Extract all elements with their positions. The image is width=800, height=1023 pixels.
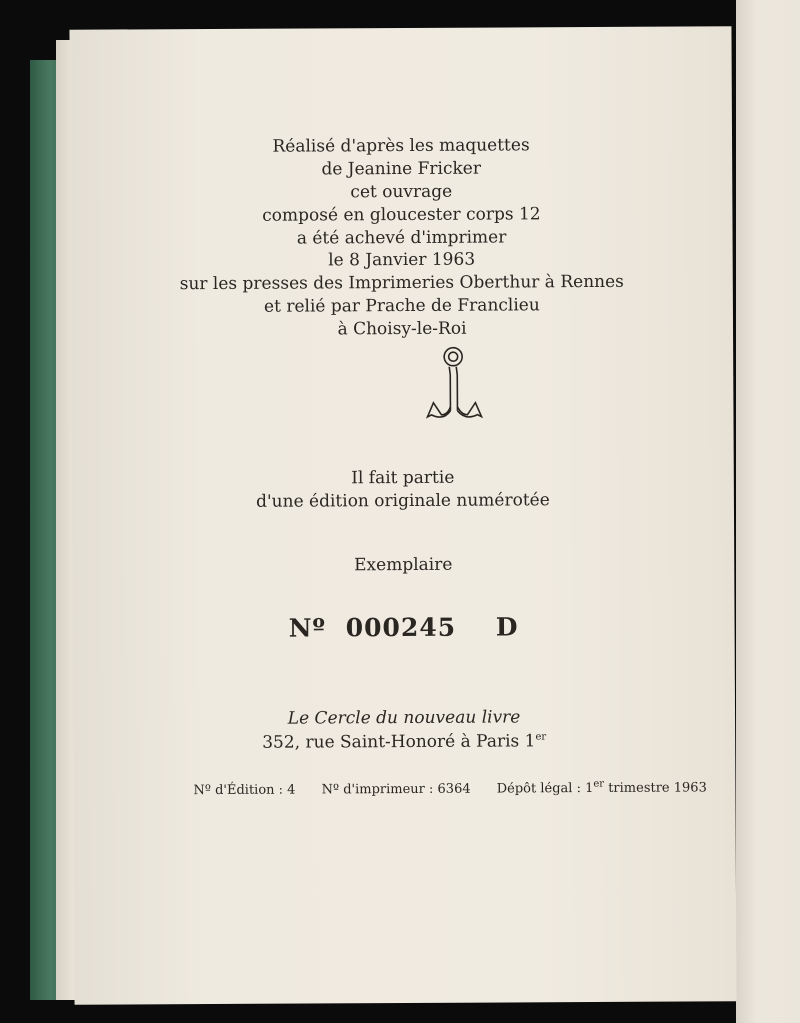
number-value: 000245 bbox=[345, 612, 457, 643]
colophon-line: et relié par Prache de Franclieu bbox=[263, 295, 540, 317]
publisher-name: Le Cercle du nouveau livre bbox=[287, 707, 521, 729]
colophon-line: Réalisé d'après les maquettes bbox=[272, 135, 530, 157]
edition-number: Nº d'Édition : 4 bbox=[193, 782, 296, 799]
depot-legal bbox=[496, 778, 707, 797]
copy-number bbox=[73, 611, 735, 643]
colophon-line: a été achevé d'imprimer bbox=[296, 227, 507, 249]
edition-line: Il fait partie bbox=[351, 467, 455, 489]
number-prefix: Nº bbox=[288, 613, 327, 643]
anchor-printer-mark-icon bbox=[423, 345, 487, 429]
edition-line: d'une édition originale numérotée bbox=[256, 490, 550, 512]
colophon-line: sur les presses des Imprimeries Oberthur à Rennes bbox=[179, 271, 624, 295]
address-sup: er bbox=[535, 731, 547, 743]
colophon-line: composé en gloucester corps 12 bbox=[262, 204, 541, 226]
colophon-line: cet ouvrage bbox=[350, 181, 453, 203]
footer-legal bbox=[193, 778, 706, 798]
colophon-line: à Choisy-le-Roi bbox=[337, 318, 467, 340]
colophon-line: le 8 Janvier 1963 bbox=[328, 249, 476, 271]
facing-page bbox=[736, 0, 800, 1023]
number-letter: D bbox=[495, 612, 519, 642]
colophon-page bbox=[69, 26, 736, 1004]
colophon-line: de Jeanine Fricker bbox=[321, 158, 482, 180]
address-text: 352, rue Saint-Honoré à Paris 1 bbox=[262, 731, 536, 753]
depot-sup: er bbox=[593, 778, 605, 791]
depot-end: trimestre 1963 bbox=[604, 780, 707, 797]
exemplaire-label: Exemplaire bbox=[354, 554, 453, 576]
publisher-address bbox=[73, 730, 735, 753]
printer-number: Nº d'imprimeur : 6364 bbox=[321, 781, 471, 798]
depot-text: Dépôt légal : 1 bbox=[496, 781, 594, 797]
